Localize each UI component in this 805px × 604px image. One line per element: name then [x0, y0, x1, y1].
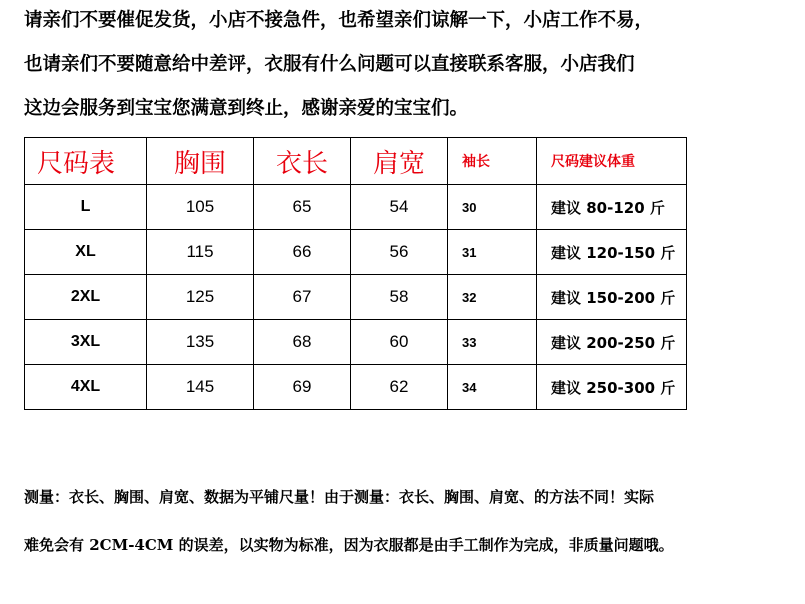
- size-chart-table: [24, 137, 687, 410]
- sleeve-cell: 33: [448, 320, 537, 365]
- intro-line-2: 也请亲们不要随意给中差评，衣服有什么问题可以直接联系客服，小店我们: [24, 54, 635, 75]
- header-length: 衣长: [254, 138, 351, 185]
- length-cell: 68: [254, 320, 351, 365]
- table-row: [25, 275, 687, 320]
- length-cell: 69: [254, 365, 351, 410]
- sleeve-cell: 31: [448, 230, 537, 275]
- intro-line-1: 请亲们不要催促发货，小店不接急件，也希望亲们谅解一下，小店工作不易，: [24, 10, 654, 31]
- header-sleeve: 袖长: [448, 138, 537, 185]
- weight-cell: 建议 250-300 斤: [537, 365, 687, 410]
- length-cell: 67: [254, 275, 351, 320]
- header-chest: 胸围: [147, 138, 254, 185]
- weight-cell: 建议 200-250 斤: [537, 320, 687, 365]
- chest-cell: 125: [147, 275, 254, 320]
- size-cell: XL: [25, 230, 147, 275]
- chest-cell: 135: [147, 320, 254, 365]
- note-line-1: 测量：衣长、胸围、肩宽、数据为平铺尺量！由于测量：衣长、胸围、肩宽、的方法不同！实际: [24, 488, 655, 506]
- weight-cell: 建议 150-200 斤: [537, 275, 687, 320]
- measurement-note: [24, 482, 799, 578]
- table-row: [25, 185, 687, 230]
- chest-cell: 145: [147, 365, 254, 410]
- sleeve-cell: 34: [448, 365, 537, 410]
- shoulder-cell: 54: [351, 185, 448, 230]
- sleeve-cell: 32: [448, 275, 537, 320]
- size-cell: L: [25, 185, 147, 230]
- size-cell: 3XL: [25, 320, 147, 365]
- size-cell: 2XL: [25, 275, 147, 320]
- shoulder-cell: 60: [351, 320, 448, 365]
- chest-cell: 105: [147, 185, 254, 230]
- header-size-chart: 尺码表: [25, 138, 147, 185]
- table-row: [25, 365, 687, 410]
- intro-line-3: 这边会服务到宝宝您满意到终止，感谢亲爱的宝宝们。: [24, 98, 469, 119]
- chest-cell: 115: [147, 230, 254, 275]
- note-line-2: 难免会有 2CM-4CM 的误差，以实物为标准，因为衣服都是由手工制作为完成，非质量问题哦。: [24, 536, 674, 554]
- shoulder-cell: 62: [351, 365, 448, 410]
- size-cell: 4XL: [25, 365, 147, 410]
- length-cell: 65: [254, 185, 351, 230]
- header-weight: 尺码建议体重: [537, 138, 687, 185]
- table-header-row: [25, 138, 687, 185]
- weight-cell: 建议 120-150 斤: [537, 230, 687, 275]
- header-shoulder: 肩宽: [351, 138, 448, 185]
- intro-notice: [24, 6, 794, 138]
- weight-cell: 建议 80-120 斤: [537, 185, 687, 230]
- sleeve-cell: 30: [448, 185, 537, 230]
- shoulder-cell: 56: [351, 230, 448, 275]
- shoulder-cell: 58: [351, 275, 448, 320]
- table-row: [25, 230, 687, 275]
- table-row: [25, 320, 687, 365]
- length-cell: 66: [254, 230, 351, 275]
